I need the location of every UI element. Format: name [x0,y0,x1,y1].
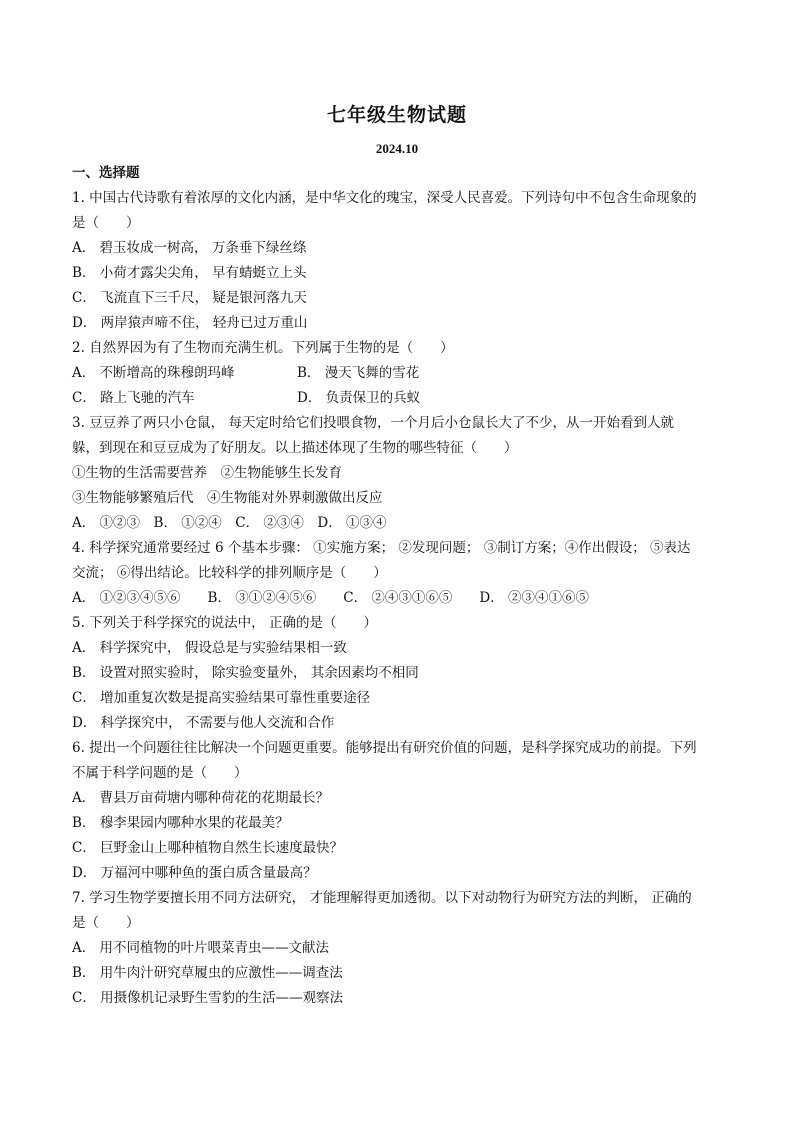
question-1 [72,186,722,336]
option-b: B． 漫天飞舞的雪花 [297,365,420,381]
option-row: A． ①②③ B． ①②④ C． ②③④ D． ①③④ [72,515,387,531]
question-stem: 交流； ⑥得出结论。比较科学的排列顺序是（ ） [72,565,387,581]
question-stem: 是（ ） [72,915,140,931]
option-d: D． 两岸猿声啼不住， 轻舟已过万重山 [72,315,308,331]
option-c: C． 巨野金山上哪种植物自然生长速度最快？ [72,840,344,856]
option-a: A． 曹县万亩荷塘内哪种荷花的花期最长？ [72,790,330,806]
section-heading: 一、选择题 [72,165,140,181]
option-row [72,386,722,411]
option-a: A． 不断增高的珠穆朗玛峰 [72,365,235,381]
question-7 [72,886,722,1011]
question-stem: 4. 科学探究通常要经过 6 个基本步骤： ①实施方案； ②发现问题； ③制订方案；④作出假设； ⑤表达 [72,540,691,556]
question-stem: 2. 自然界因为有了生物而充满生机。下列属于生物的是（ ） [72,340,454,356]
question-stem: 6. 提出一个问题往往比解决一个问题更重要。能够提出有研究价值的问题，是科学探究成功的前提。下列 [72,740,697,756]
option-a: A． 用不同植物的叶片喂菜青虫——文献法 [72,940,330,956]
page-title: 七年级生物试题 [326,104,467,126]
option-a: A． 科学探究中， 假设总是与实验结果相一致 [72,640,347,656]
statement-list: ①生物的生活需要营养 ②生物能够生长发育 [72,465,342,481]
question-4 [72,536,722,611]
option-d: D． 负责保卫的兵蚁 [297,390,421,406]
exam-date: 2024.10 [375,141,419,156]
question-5 [72,611,722,736]
option-c: C． 用摄像机记录野生雪豹的生活——观察法 [72,990,344,1006]
option-c: C． 路上飞驰的汽车 [72,390,195,406]
option-b: B． 设置对照实验时， 除实验变量外， 其余因素均不相同 [72,665,419,681]
option-b: B． 用牛肉汁研究草履虫的应激性——调查法 [72,965,343,981]
option-d: D． 万福河中哪种鱼的蛋白质含量最高？ [72,865,317,881]
question-stem: 是（ ） [72,215,140,231]
option-a: A． 碧玉妆成一树高， 万条垂下绿丝绦 [72,240,307,256]
question-2 [72,336,722,411]
question-stem: 躲，到现在和豆豆成为了好朋友。以上描述体现了生物的哪些特征（ ） [72,440,518,456]
exam-page [72,103,722,1011]
question-stem: 1. 中国古代诗歌有着浓厚的文化内涵，是中华文化的瑰宝，深受人民喜爱。下列诗句中不包含生命现象的 [72,190,697,206]
option-row: A． ①②③④⑤⑥ B． ③①②④⑤⑥ C． ②④③①⑥⑤ D． ②③④①⑥⑤ [72,590,589,606]
question-stem: 7. 学习生物学要擅长用不同方法研究， 才能理解得更加透彻。以下对动物行为研究方法的判断， 正确的 [72,890,692,906]
option-c: C． 飞流直下三千尺， 疑是银河落九天 [72,290,307,306]
option-d: D． 科学探究中， 不需要与他人交流和合作 [72,715,335,731]
statement-list: ③生物能够繁殖后代 ④生物能对外界刺激做出反应 [72,490,383,506]
option-b: B． 穆李果园内哪种水果的花最美？ [72,815,289,831]
question-stem: 不属于科学问题的是（ ） [72,765,248,781]
option-row [72,361,722,386]
question-stem: 5. 下列关于科学探究的说法中， 正确的是（ ） [72,615,377,631]
question-6 [72,736,722,886]
question-stem: 3. 豆豆养了两只小仓鼠， 每天定时给它们投喂食物，一个月后小仓鼠长大了不少，从一开始看到人就 [72,415,674,431]
option-c: C． 增加重复次数是提高实验结果可靠性重要途径 [72,690,371,706]
question-3 [72,411,722,536]
option-b: B． 小荷才露尖尖角， 早有蜻蜓立上头 [72,265,307,281]
